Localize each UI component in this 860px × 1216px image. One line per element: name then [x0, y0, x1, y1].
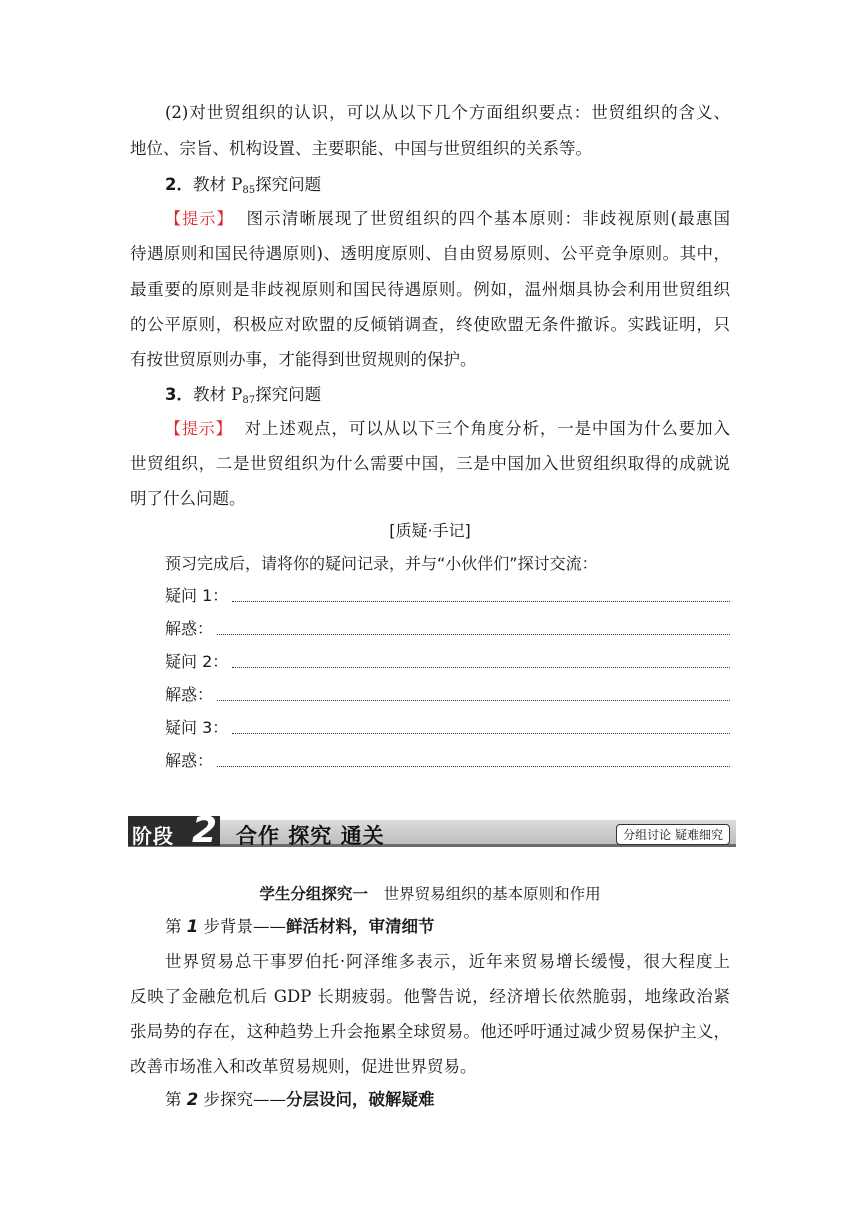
- question-1-field[interactable]: [165, 585, 730, 607]
- item2-line5: 有按世贸原则办事，才能得到世贸规则的保护。: [130, 350, 477, 369]
- item3-tip-label: 【提示】: [165, 419, 233, 438]
- item2-text-post: 探究问题: [255, 175, 322, 194]
- step1-bold: 鲜活材料，审清细节: [285, 917, 435, 936]
- explore1-body-line4: 改善市场准入和改革贸易规则，促进世界贸易。: [130, 1057, 477, 1076]
- notes-heading: [质疑·手记]: [389, 521, 471, 540]
- item2-tip-line1: [165, 208, 730, 230]
- answer-2-field[interactable]: [165, 684, 730, 706]
- answer-3-label: 解惑：: [165, 751, 214, 770]
- item3-text-post: 探究问题: [255, 385, 322, 404]
- item3-tip-line1: [165, 418, 730, 440]
- stage-badge: [128, 810, 220, 851]
- answer-2-label: 解惑：: [165, 685, 214, 704]
- answer-3-field[interactable]: [165, 750, 730, 772]
- step2-mid: 步探究——: [198, 1090, 286, 1109]
- item3-heading: [165, 384, 765, 412]
- item2-text-pre: 教材 P: [192, 175, 243, 194]
- step2-pre: 第: [165, 1090, 187, 1109]
- step2-bold: 分层设问，破解疑难: [285, 1090, 435, 1109]
- item3-number: 3．: [165, 385, 193, 404]
- explore1-body-line1: 世界贸易总干事罗伯托·阿泽维多表示，近年来贸易增长缓慢，很大程度上: [165, 952, 730, 971]
- explore1-heading-rest: 世界贸易组织的基本原则和作用: [383, 885, 601, 903]
- para1-line1: (2)对世贸组织的认识，可以从以下几个方面组织要点：世贸组织的含义、: [165, 103, 730, 122]
- answer-1-field[interactable]: [165, 618, 730, 640]
- item2-tip-label: 【提示】: [165, 209, 234, 228]
- question-2-field[interactable]: [165, 651, 730, 673]
- item3-line3: 明了什么问题。: [130, 489, 246, 508]
- item3-subscript: 87: [242, 395, 256, 406]
- item3-line2: 世贸组织，二是世贸组织为什么需要中国，三是中国加入世贸组织取得的成就说: [130, 454, 730, 473]
- dotted-line: [232, 600, 730, 602]
- dotted-line: [217, 633, 730, 635]
- step2-number: 2: [186, 1090, 199, 1109]
- question-2-label: 疑问 2：: [165, 652, 229, 671]
- item2-line2: 待遇原则和国民待遇原则)、透明度原则、自由贸易原则、公平竞争原则。其中，: [130, 244, 730, 263]
- dotted-line: [217, 765, 730, 767]
- item2-line3: 最重要的原则是非歧视原则和国民待遇原则。例如，温州烟具协会利用世贸组织: [130, 280, 730, 299]
- step1-pre: 第: [165, 917, 187, 936]
- explore1-body-line3: 张局势的存在，这种趋势上升会拖累全球贸易。他还呼吁通过减少贸易保护主义，: [130, 1022, 730, 1041]
- item3-tip-text1: 对上述观点，可以从以下三个角度分析，一是中国为什么要加入: [244, 419, 730, 438]
- stage-banner: [128, 810, 736, 851]
- banner-tag: 分组讨论 疑难细究: [616, 824, 730, 845]
- item2-heading: [165, 174, 765, 202]
- explore1-body-line2: 反映了金融危机后 GDP 长期疲弱。他警告说，经济增长依然脆弱，地缘政治紧: [130, 987, 730, 1006]
- question-1-label: 疑问 1：: [165, 586, 229, 605]
- step1-heading: [165, 916, 765, 938]
- dotted-line: [217, 699, 730, 701]
- banner-title: 合作 探究 通关: [236, 824, 385, 848]
- item2-tip-text1: 图示清晰展现了世贸组织的四个基本原则：非歧视原则(最惠国: [246, 209, 730, 228]
- para1-line2: 地位、宗旨、机构设置、主要职能、中国与世贸组织的关系等。: [130, 139, 592, 158]
- step1-number: 1: [186, 917, 199, 936]
- explore1-heading-bold: 学生分组探究一: [259, 885, 368, 903]
- step2-heading: [165, 1089, 765, 1111]
- explore1-heading: [130, 883, 730, 905]
- item3-text-pre: 教材 P: [192, 385, 243, 404]
- item2-number: 2．: [165, 175, 193, 194]
- answer-1-label: 解惑：: [165, 619, 214, 638]
- dotted-line: [232, 732, 730, 734]
- notes-intro: 预习完成后，请将你的疑问记录，并与“小伙伴们”探讨交流：: [165, 554, 598, 573]
- dotted-line: [232, 666, 730, 668]
- item2-line4: 的公平原则，积极应对欧盟的反倾销调查，终使欧盟无条件撤诉。实践证明，只: [130, 315, 730, 334]
- step1-mid: 步背景——: [198, 917, 286, 936]
- stage-number: 2: [192, 810, 218, 851]
- item2-subscript: 85: [242, 185, 256, 196]
- question-3-field[interactable]: [165, 717, 730, 739]
- question-3-label: 疑问 3：: [165, 718, 229, 737]
- stage-label: 阶段: [132, 824, 174, 848]
